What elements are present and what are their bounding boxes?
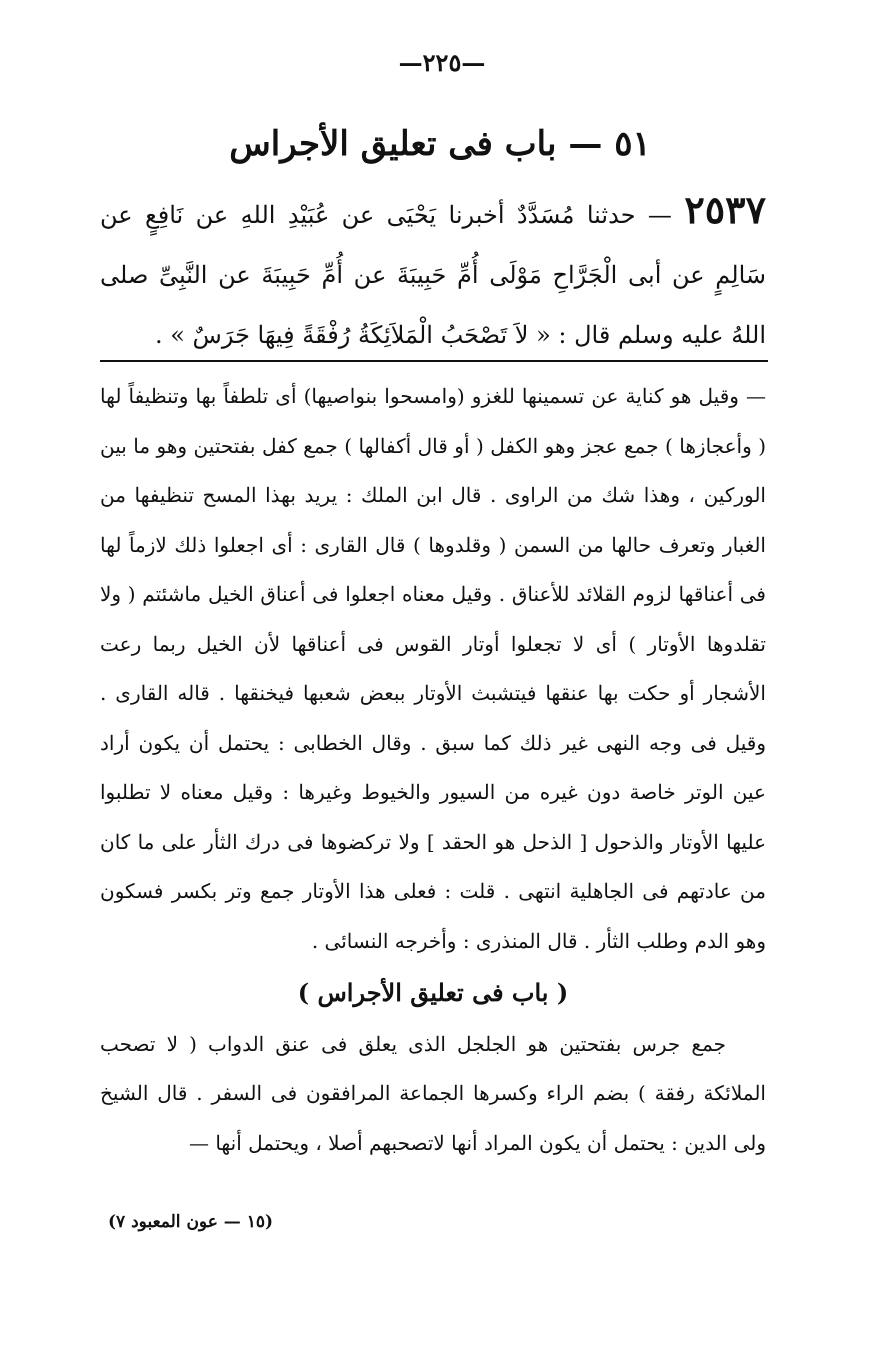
- commentary-block: [100, 372, 766, 1168]
- commentary-sub-heading: ( باب فى تعليق الأجراس ): [297, 978, 569, 1007]
- footer-signature: (١٥ — عون المعبود ٧): [108, 1212, 273, 1232]
- commentary-paragraph-text: جمع جرس بفتحتين هو الجلجل الذى يعلق فى عنق الدواب ( لا تصحب الملائكة رفقة ) بضم الراء وكسرها الجماعة المرافقون فى السفر . قال الشيخ ولى الدين : يحتمل أن يكون المراد أنها لاتصحبهم أصلا ، ويحتمل أنها —: [100, 1031, 766, 1155]
- hadith-number: ٢٥٣٧: [684, 187, 766, 232]
- section-divider: [100, 360, 768, 362]
- commentary-paragraph: [100, 1020, 766, 1169]
- commentary-paragraph: — وقيل هو كناية عن تسمينها للغزو (وامسحوا بنواصيها) أى تلطفاً بها وتنظيفاً لها ( وأعجازها ) جمع عجز وهو الكفل ( أو قال أكفالها ) جمع كفل بفتحتين وهو ما بين الوركين ، وهذا شك من الراوى . قال ابن الملك : يريد بهذا المسح تنظيفها من الغبار وتعرف حالها من السمن ( وقلدوها ) قال القارى : أى اجعلوا ذلك لازماً لها فى أعناقها لزوم القلائد للأعناق . وقيل معناه اجعلوا فى أعناق الخيل ماشئتم ( ولا تقلدوها الأوتار ) أى لا تجعلوا أوتار القوس فى أعناقها لأن الخيل ربما رعت الأشجار أو حكت بها عنقها فيتشبث الأوتار ببعض شعبها فيخنقها . قاله القارى . وقيل فى وجه النهى غير ذلك كما سبق . وقال الخطابى : يحتمل أن يكون أراد عين الوتر خاصة دون غيره من السيور والخيوط وغيرها : وقيل معناه لا تطلبوا عليها الأوتار والذحول [ الذحل هو الحقد ] ولا تركضوها فى درك الثأر على ما كان من عادتهم فى الجاهلية انتهى . قلت : فعلى هذا الأوتار جمع وتر بكسر فسكون وهو الدم وطلب الثأر . قال المنذرى : وأخرجه النسائى .: [100, 384, 767, 953]
- page-number: —٢٢٥—: [398, 48, 486, 77]
- chapter-heading: ٥١ — باب فى تعليق الأجراس: [229, 124, 651, 164]
- hadith-text: — حدثنا مُسَدَّدٌ أخبرنا يَحْيَى عن عُبَيْدِ اللهِ عن نَافِعٍ عن سَالِمٍ عن أبى الْجَرَّاحِ مَوْلَى أُمِّ حَبِيبَةَ عن أُمِّ حَبِيبَةَ عن النَّبِىِّ صلى اللهُ عليه وسلم قال : « لاَ تَصْحَبُ الْمَلاَئِكَةُ رُفْقَةً فِيهَا جَرَسٌ » .: [100, 201, 766, 349]
- hadith-block: [100, 180, 766, 365]
